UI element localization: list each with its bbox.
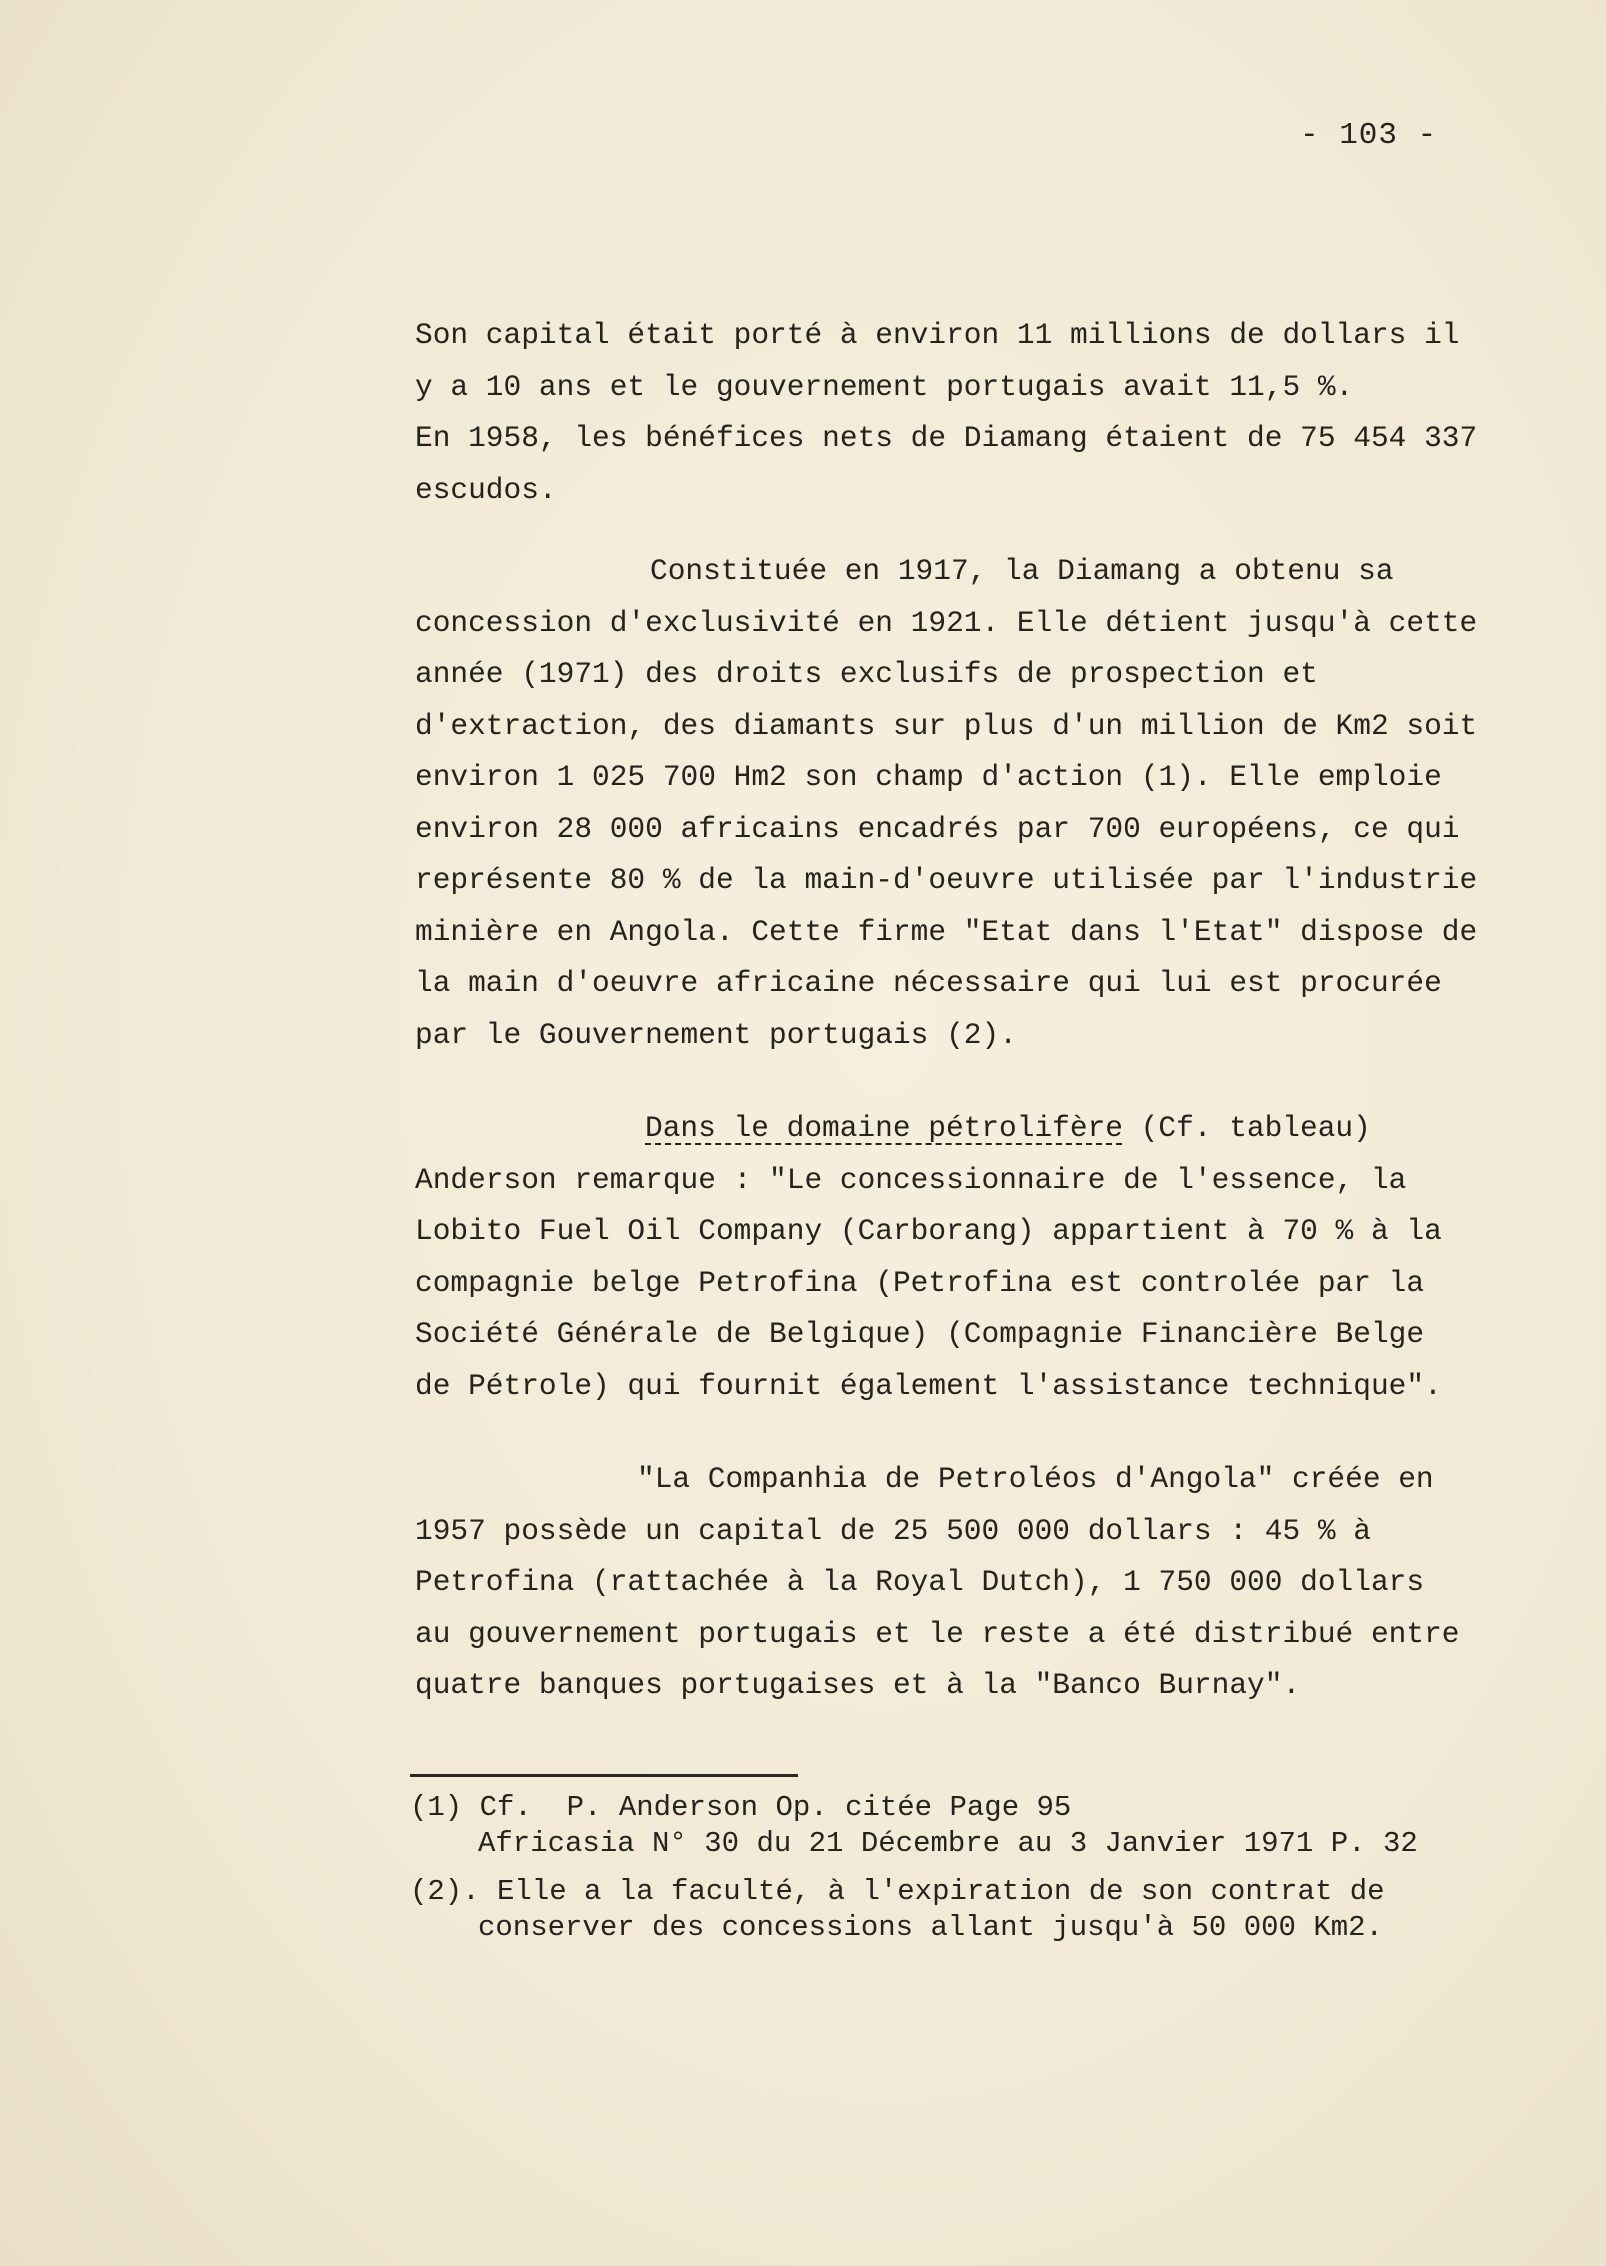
text-line: concession d'exclusivité en 1921. Elle détient jusqu'à cette bbox=[415, 605, 1478, 640]
footnote-line: (2). Elle a la faculté, à l'expiration de son contrat de bbox=[410, 1875, 1385, 1908]
footnote-line: conserver des concessions allant jusqu'à 50 000 Km2. bbox=[478, 1911, 1383, 1944]
section-heading-ref: (Cf. tableau) bbox=[1122, 1111, 1371, 1145]
body-text bbox=[415, 310, 1478, 1712]
text-line: de Pétrole) qui fournit également l'assistance technique". bbox=[415, 1368, 1442, 1403]
text-line: "La Companhia de Petroléos d'Angola" créée en bbox=[637, 1462, 1434, 1496]
text-line: escudos. bbox=[415, 472, 557, 507]
text-line: Son capital était porté à environ 11 millions de dollars il bbox=[415, 318, 1460, 352]
text-line: année (1971) des droits exclusifs de prospection et bbox=[415, 657, 1318, 691]
footnote-line: (1) Cf. P. Anderson Op. citée Page 95 bbox=[410, 1791, 1072, 1824]
text-line: environ 28 000 africains encadrés par 700 européens, ce qui bbox=[415, 811, 1460, 846]
text-line: Petrofina (rattachée à la Royal Dutch), 1 750 000 dollars bbox=[415, 1565, 1425, 1599]
section-heading-line bbox=[415, 1103, 1475, 1155]
footnotes bbox=[410, 1790, 1490, 1946]
text-line: d'extraction, des diamants sur plus d'un million de Km2 soit bbox=[415, 708, 1478, 743]
text-line: Constituée en 1917, la Diamang a obtenu sa bbox=[650, 554, 1394, 588]
text-line: minière en Angola. Cette firme "Etat dans l'Etat" dispose de bbox=[415, 914, 1478, 949]
text-line: compagnie belge Petrofina (Petrofina est controlée par la bbox=[415, 1265, 1425, 1300]
paragraph-companhia bbox=[415, 1454, 1475, 1712]
text-line: 1957 possède un capital de 25 500 000 dollars : 45 % à bbox=[415, 1513, 1371, 1548]
text-line: Anderson remarque : "Le concessionnaire de l'essence, la bbox=[415, 1162, 1407, 1197]
text-line: représente 80 % de la main-d'oeuvre utilisée par l'industrie bbox=[415, 863, 1478, 897]
text-line: Société Générale de Belgique) (Compagnie Financière Belge bbox=[415, 1317, 1425, 1351]
footnote-divider bbox=[410, 1774, 798, 1777]
text-line: au gouvernement portugais et le reste a été distribué entre bbox=[415, 1616, 1460, 1651]
text-line: y a 10 ans et le gouvernement portugais avait 11,5 %. bbox=[415, 369, 1354, 404]
paragraph-capital bbox=[415, 310, 1478, 516]
text-line: par le Gouvernement portugais (2). bbox=[415, 1017, 1017, 1052]
text-line: En 1958, les bénéfices nets de Diamang étaient de 75 454 337 bbox=[415, 421, 1478, 455]
text-line: quatre banques portugaises et à la "Banco Burnay". bbox=[415, 1668, 1301, 1702]
footnote-1 bbox=[410, 1790, 1490, 1862]
paragraph-diamang bbox=[415, 546, 1478, 1061]
footnote-2 bbox=[410, 1874, 1490, 1946]
paragraph-petrole bbox=[415, 1103, 1475, 1412]
page-number: - 103 - bbox=[1300, 118, 1438, 153]
text-line: la main d'oeuvre africaine nécessaire qui lui est procurée bbox=[415, 966, 1442, 1000]
text-line: environ 1 025 700 Hm2 son champ d'action (1). Elle emploie bbox=[415, 760, 1442, 794]
footnote-line: Africasia N° 30 du 21 Décembre au 3 Janvier 1971 P. 32 bbox=[478, 1827, 1418, 1860]
section-heading: Dans le domaine pétrolifère bbox=[645, 1111, 1123, 1145]
text-line: Lobito Fuel Oil Company (Carborang) appartient à 70 % à la bbox=[415, 1214, 1442, 1248]
